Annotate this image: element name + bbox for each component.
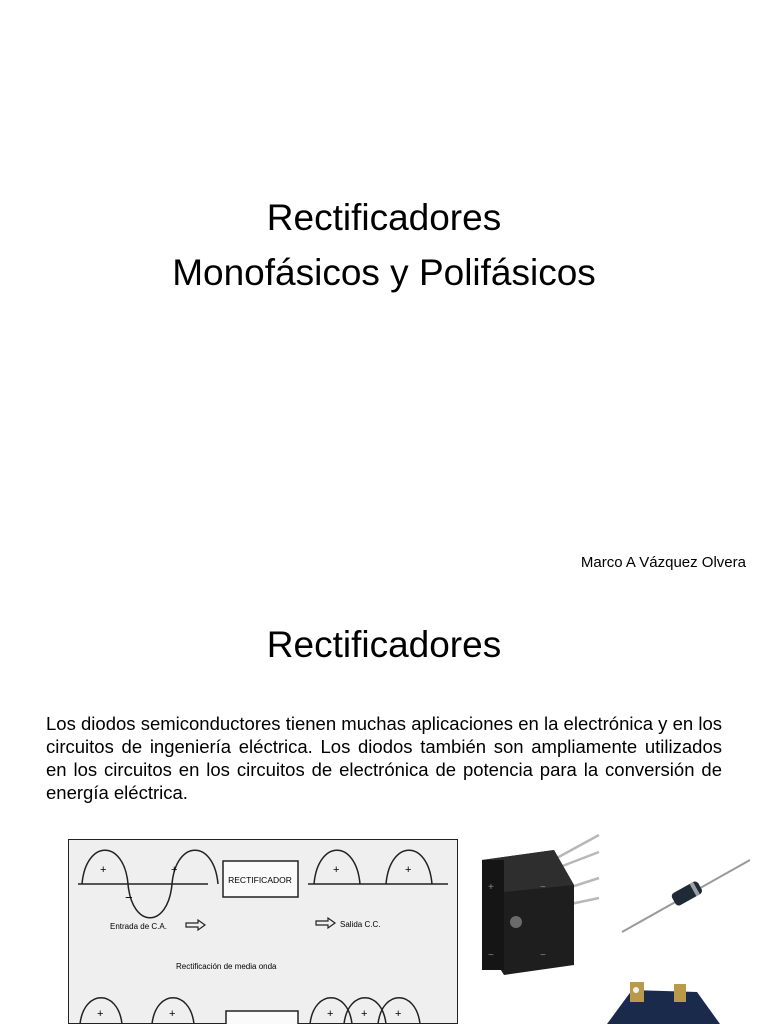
plus-sign-6: + (169, 1008, 176, 1020)
half-wave-rectification-diagram (68, 839, 458, 1024)
plus-sign-3: + (333, 864, 340, 876)
title-line-2: Monofásicos y Polifásicos (172, 252, 596, 293)
rectifier-module-image (602, 982, 722, 1024)
plus-sign-4: + (405, 864, 412, 876)
content-slide-title: Rectificadores (266, 624, 502, 665)
input-label: Entrada de C.A. (110, 922, 167, 931)
plus-sign-5: + (97, 1008, 104, 1020)
plus-sign-2: + (171, 864, 178, 876)
svg-text:−: − (540, 950, 546, 961)
title-slide-heading (0, 190, 768, 300)
output-label: Salida C.C. (340, 920, 381, 929)
plus-sign-1: + (100, 864, 107, 876)
axial-diode-image (620, 854, 755, 934)
title-line-1: Rectificadores (266, 197, 502, 238)
plus-sign-9: + (395, 1008, 402, 1020)
content-slide (0, 590, 768, 1024)
content-slide-body: Los diodos semiconductores tienen muchas aplicaciones en la electrónica y en los circuitos de ingeniería eléctrica. Los diodos también son ampliamente utilizados en los circuitos en los circuitos de electrónica de potencia para la conversión de energía eléctrica. (46, 713, 722, 803)
svg-text:~: ~ (488, 950, 494, 961)
plus-sign-7: + (327, 1008, 334, 1020)
plus-sign-8: + (361, 1008, 368, 1020)
rectifier-block-label: RECTIFICADOR (228, 875, 292, 885)
minus-sign: − (125, 890, 133, 905)
svg-text:+: + (488, 882, 494, 893)
bridge-rectifier-image (474, 830, 604, 980)
svg-text:~: ~ (540, 882, 546, 893)
author-name: Marco A Vázquez Olvera (580, 554, 746, 571)
diagram-caption: Rectificación de media onda (176, 962, 277, 971)
